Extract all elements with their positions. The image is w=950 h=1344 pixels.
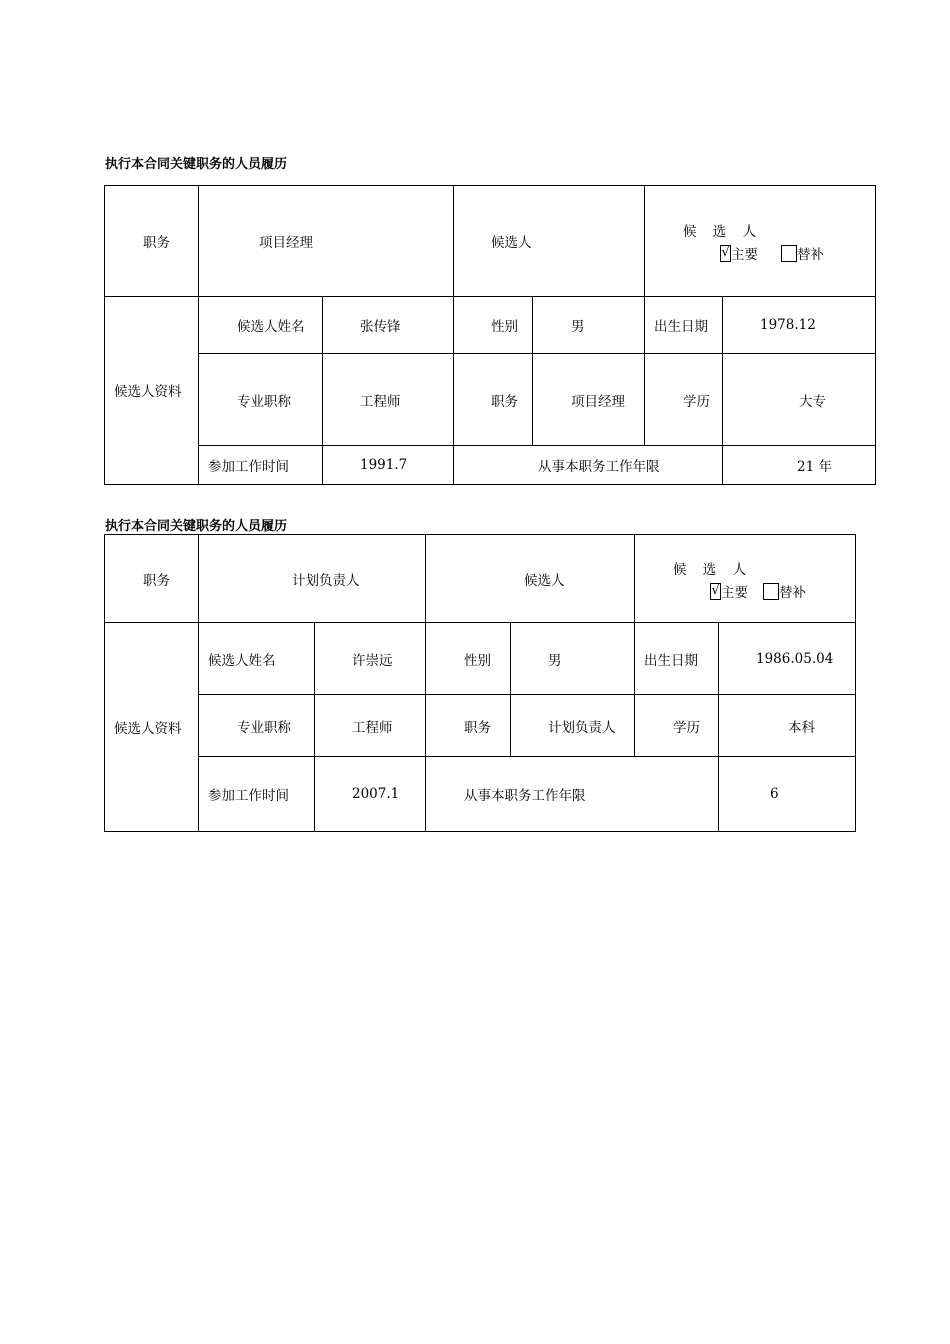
table-1-candidate-label: 候选人	[491, 235, 532, 251]
table-2-work-start-label: 参加工作时间	[208, 788, 289, 804]
table-2-birth-value: 1986.05.04	[756, 651, 834, 667]
table-1-primary-option[interactable]	[720, 243, 758, 263]
table-1-grid-line	[198, 353, 875, 354]
table-1-gender-label: 性别	[491, 319, 518, 335]
table-2-edu-value: 本科	[788, 720, 815, 736]
table-1-edu-label: 学历	[683, 394, 710, 410]
table-1-primary-checkbox[interactable]: √	[721, 244, 730, 260]
table-2-name-value: 许崇远	[352, 653, 393, 669]
table-2-substitute-option[interactable]	[763, 581, 806, 601]
table-2-grid-line	[198, 534, 199, 831]
table-2-gender-value: 男	[548, 653, 562, 669]
table-1-birth-label: 出生日期	[654, 319, 708, 335]
table-1-grid-line	[453, 185, 454, 296]
table-2-title-value: 工程师	[352, 720, 393, 736]
table-1-edu-value: 大专	[799, 394, 826, 410]
table-1-grid-line	[322, 296, 323, 484]
table-2-grid-line	[510, 622, 511, 756]
table-2-grid-line	[104, 622, 855, 623]
table-1-gender-value: 男	[571, 319, 585, 335]
table-2-substitute-label: 替补	[779, 585, 806, 601]
table-2-edu-label: 学历	[673, 720, 700, 736]
table-1-grid-line	[722, 296, 723, 484]
table-1-years-value: 21 年	[797, 459, 832, 475]
table-2-position-label: 职务	[143, 573, 170, 589]
table-2-years-label: 从事本职务工作年限	[464, 788, 586, 804]
table-2-grid-line	[198, 694, 855, 695]
table-2-years-value: 6	[770, 786, 779, 802]
table-1-substitute-checkbox[interactable]	[781, 245, 797, 262]
table-1-duty-label: 职务	[491, 394, 518, 410]
table-2-name-label: 候选人姓名	[208, 653, 276, 669]
table-1-title: 执行本合同关键职务的人员履历	[105, 157, 288, 172]
table-1-grid-line	[644, 296, 645, 446]
table-2-gender-label: 性别	[464, 653, 491, 669]
table-1-work-start-label: 参加工作时间	[208, 459, 289, 475]
table-1-name-value: 张传锋	[360, 319, 401, 335]
table-2-duty-value: 计划负责人	[548, 720, 616, 736]
table-2-work-start-value: 2007.1	[352, 786, 400, 802]
table-1-grid-line	[104, 296, 875, 297]
table-1-years-label: 从事本职务工作年限	[538, 459, 660, 475]
table-2-grid-line	[634, 534, 635, 756]
table-1-substitute-option[interactable]	[781, 243, 824, 263]
table-2-grid-line	[425, 534, 426, 831]
table-1-grid-line	[644, 185, 645, 296]
table-2-candidate-label: 候选人	[524, 573, 565, 589]
table-1-title-value: 工程师	[360, 394, 401, 410]
table-2-duty-label: 职务	[464, 720, 491, 736]
table-1-grid-line	[453, 296, 454, 484]
table-1-birth-value: 1978.12	[760, 317, 816, 333]
table-2-position-value: 计划负责人	[292, 573, 360, 589]
table-1-substitute-label: 替补	[797, 247, 824, 263]
table-1-duty-value: 项目经理	[571, 394, 625, 410]
table-1-grid-line	[198, 445, 875, 446]
table-1-primary-label: 主要	[731, 247, 758, 263]
table-1-title-label: 专业职称	[237, 394, 291, 410]
table-2-title-label: 专业职称	[237, 720, 291, 736]
table-1-candidate-heading: 候 选 人	[683, 224, 763, 240]
table-2-candidate-heading: 候 选 人	[673, 562, 753, 578]
table-2-primary-option[interactable]	[710, 581, 748, 601]
table-2-grid-line	[198, 756, 855, 757]
table-2-birth-label: 出生日期	[644, 653, 698, 669]
table-1-position-value: 项目经理	[259, 235, 313, 251]
table-2-grid-line	[718, 622, 719, 831]
table-1-position-label: 职务	[143, 235, 170, 251]
table-2-info-label: 候选人资料	[114, 721, 182, 737]
table-1-grid-line	[198, 185, 199, 484]
table-2-substitute-checkbox[interactable]	[763, 583, 779, 600]
table-1-grid-line	[532, 296, 533, 446]
table-2-grid-line	[314, 622, 315, 831]
table-1-info-label: 候选人资料	[114, 384, 182, 400]
table-2-primary-checkbox[interactable]: √	[711, 582, 720, 598]
table-1-work-start-value: 1991.7	[360, 457, 408, 473]
table-1-name-label: 候选人姓名	[237, 319, 305, 335]
table-2-title: 执行本合同关键职务的人员履历	[105, 519, 288, 534]
table-2-primary-label: 主要	[721, 585, 748, 601]
